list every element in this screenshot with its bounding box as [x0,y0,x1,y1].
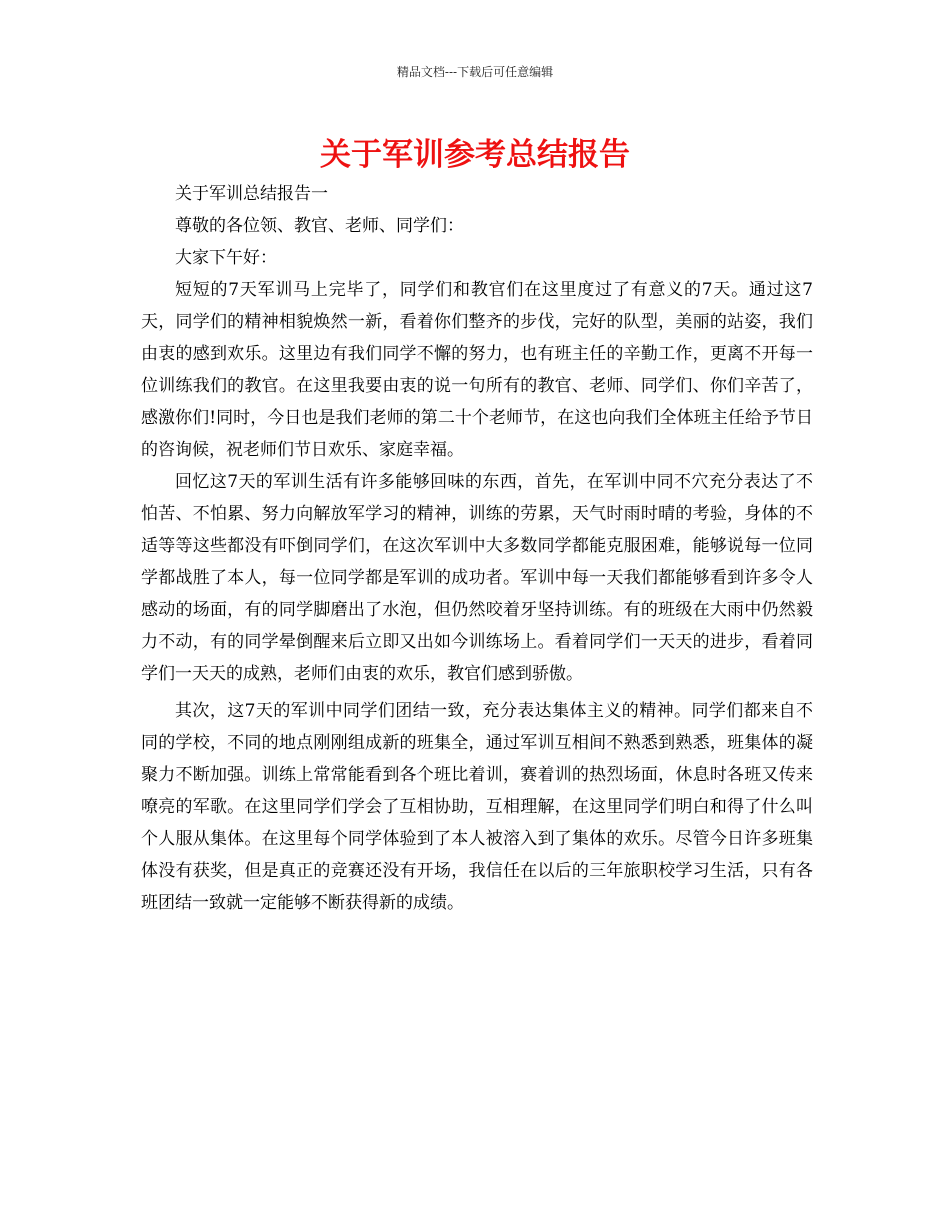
header-note: 精品文档---下载后可任意编辑 [396,65,554,79]
document-body [141,178,813,919]
salutation: 尊敬的各位领、教官、老师、同学们： [175,216,464,236]
greeting: 大家下午好： [175,248,277,268]
section-heading: 关于军训总结报告一 [175,184,328,204]
paragraph-recall: 回忆这7天的军训生活有许多能够回味的东西，首先，在军训中同不穴充分表达了不怕苦、不怕累、努力向解放军学习的精神，训练的劳累，天气时雨时晴的考验，身体的不适等等这些都没有吓倒同学们，在这次军训中大多数同学都能克服困难，能够说每一位同学都战胜了本人，每一位同学都是军训的成功者。军训中每一天我们都能够看到许多令人感动的场面，有的同学脚磨出了水泡，但仍然咬着牙坚持训练。有的班级在大雨中仍然毅力不动，有的同学晕倒醒来后立即又出如今训练场上。看着同学们一天天的进步，看着同学们一天天的成熟，老师们由衷的欢乐，教官们感到骄傲。 [141,472,813,684]
paragraph-unity: 其次，这7天的军训中同学们团结一致，充分表达集体主义的精神。同学们都来自不同的学校，不同的地点刚刚组成新的班集全，通过军训互相间不熟悉到熟悉，班集体的凝聚力不断加强。训练上常常能看到各个班比着训，赛着训的热烈场面，休息时各班又传来嘹亮的军歌。在这里同学们学会了互相协助，互相理解，在这里同学们明白和得了什么叫个人服从集体。在这里每个同学体验到了本人被溶入到了集体的欢乐。尽管今日许多班集体没有获奖，但是真正的竞赛还没有开场，我信任在以后的三年旅职校学习生活，只有各班团结一致就一定能够不断获得新的成绩。 [141,701,813,913]
document-title: 关于军训参考总结报告 [320,137,630,173]
paragraph-intro: 短短的7天军训马上完毕了，同学们和教官们在这里度过了有意义的7天。通过这7天，同学们的精神相貌焕然一新，看着你们整齐的步伐，完好的队型，美丽的站姿，我们由衷的感到欢乐。这里边有我们同学不懈的努力，也有班主任的辛勤工作，更离不开每一位训练我们的教官。在这里我要由衷的说一句所有的教官、老师、同学们、你们辛苦了，感激你们!同时，今日也是我们老师的第二十个老师节，在这也向我们全体班主任给予节日的咨询候，祝老师们节日欢乐、家庭幸福。 [141,280,813,460]
